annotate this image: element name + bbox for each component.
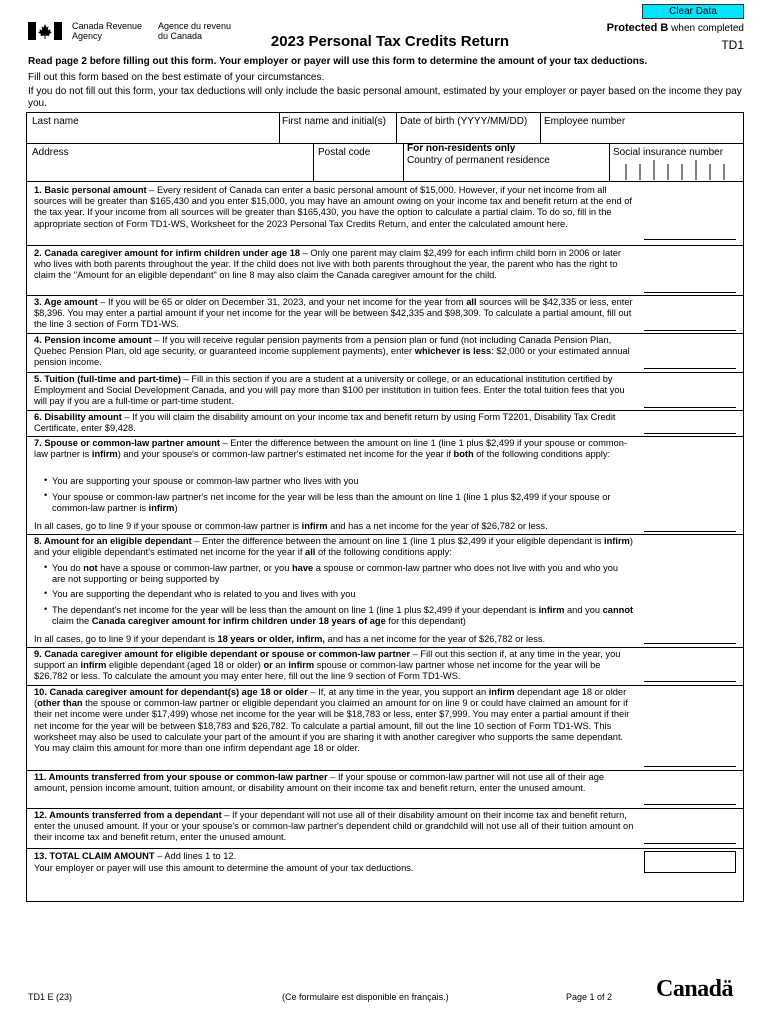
item-5-tuition: 5. Tuition (full-time and part-time) – Fill in this section if you are a student at a university or college, or an educational institution certified by Employment and Social Development Canada, and you will pay more than $100 per institution in tuition fees. Enter the total tuition fees that you will pay if you are a full-time or part-time student. bbox=[34, 374, 625, 407]
date-of-birth-field[interactable]: Date of birth (YYYY/MM/DD) bbox=[400, 116, 528, 127]
intro-line-2: If you do not fill out this form, your tax deductions will only include the basic personal amount, estimated by your employer or payer based on the income they pay you. bbox=[28, 86, 742, 109]
non-residents-heading: For non-residents only bbox=[407, 143, 516, 154]
french-availability-note: (Ce formulaire est disponible en français.) bbox=[282, 992, 449, 1002]
item-7-note: In all cases, go to line 9 if your spouse or common-law partner is infirm and has a net income for the year of $26,782 or less. bbox=[34, 521, 548, 531]
item-6-disability: 6. Disability amount – If you will claim the disability amount on your income tax and benefit return by using Form T2201, Disability Tax Credit Certificate, enter $9,428. bbox=[34, 412, 616, 434]
first-name-field[interactable]: First name and initial(s) bbox=[282, 116, 386, 127]
intro-bold: Read page 2 before filling out this form. Your employer or payer will use this form to determine the amount of your tax deductions. bbox=[28, 56, 648, 67]
item-2-amount-field[interactable] bbox=[644, 292, 736, 293]
item-6-amount-field[interactable] bbox=[644, 433, 736, 434]
bullet: • bbox=[44, 490, 48, 500]
item-7-condition-2: Your spouse or common-law partner's net income for the year will be less than the amount on line 1 (line 1 plus $2,499 if your spouse or common-law partner is infirm) bbox=[52, 492, 611, 514]
item-8-condition-2: You are supporting the dependant who is related to you and lives with you bbox=[52, 589, 356, 599]
total-claim-amount-field[interactable] bbox=[644, 851, 736, 873]
item-8-eligible-dependant: 8. Amount for an eligible dependant – Enter the difference between the amount on line 1 (line 1 plus $2,499 if your eligible dependant is infirm) and your eligible dependant's estimated net income for the year if all of the following conditions apply: bbox=[34, 536, 633, 558]
item-9-amount-field[interactable] bbox=[644, 681, 736, 682]
intro-line-1: Fill out this form based on the best estimate of your circumstances. bbox=[28, 72, 325, 83]
form-code: TD1 E (23) bbox=[28, 992, 73, 1002]
item-11-amount-field[interactable] bbox=[644, 804, 736, 805]
item-7-condition-1: You are supporting your spouse or common-law partner who lives with you bbox=[52, 476, 359, 486]
item-4-pension: 4. Pension income amount – If you will receive regular pension payments from a pension plan or fund (not including Canada Pension Plan, Quebec Pension Plan, old age security, or guaranteed income supplement payments), enter whichever is less: $2,000 or your estimated annual pension income. bbox=[34, 335, 630, 368]
item-10-caregiver-18plus: 10. Canada caregiver amount for dependant(s) age 18 or older – If, at any time in the year, you support an infirm dependant age 18 or older (other than the spouse or common-law partner or eligible dependant you claimed an amount for on line 9 or could have claimed an amount for if their net income were under $17,499) whose net income for the year will be $18,783 or less, enter $7,999. You may enter a partial amount if their net income for the year will be between $18,783 and $26,782. To calculate a partial amount, fill out the line 10 section of Form TD1-WS. This worksheet may also be used to calculate your part of the amount if you are sharing it with another caregiver who supports the same dependant. You may claim this amount for more than one infirm dependant age 18 or older. bbox=[34, 687, 630, 754]
postal-code-field[interactable]: Postal code bbox=[318, 147, 371, 158]
form-title: 2023 Personal Tax Credits Return bbox=[270, 33, 510, 50]
item-4-amount-field[interactable] bbox=[644, 368, 736, 369]
item-8-amount-field[interactable] bbox=[644, 643, 736, 644]
bullet: • bbox=[44, 604, 48, 614]
item-13-total: 13. TOTAL CLAIM AMOUNT – Add lines 1 to 12. bbox=[34, 851, 237, 861]
bullet: • bbox=[44, 562, 48, 572]
bullet: • bbox=[44, 475, 48, 485]
item-8-condition-1: You do not have a spouse or common-law partner, or you have a spouse or common-law partner who does not live with you and who you are not supporting or being supported by bbox=[52, 563, 619, 585]
item-10-amount-field[interactable] bbox=[644, 766, 736, 767]
item-3-amount-field[interactable] bbox=[644, 330, 736, 331]
clear-data-button[interactable]: Clear Data bbox=[642, 4, 744, 19]
bullet: • bbox=[44, 588, 48, 598]
item-5-amount-field[interactable] bbox=[644, 407, 736, 408]
canada-wordmark: Canadä bbox=[656, 976, 734, 1002]
item-7-amount-field[interactable] bbox=[644, 531, 736, 532]
agency-name-fr: Agence du revenu du Canada bbox=[158, 21, 232, 41]
item-8-condition-3: The dependant's net income for the year will be less than the amount on line 1 (line 1 plus $2,499 if your dependant is infirm and you cannot claim the Canada caregiver amount for infirm children under 18 years of age for this dependant) bbox=[52, 605, 634, 627]
sin-digit-ticks bbox=[612, 160, 742, 180]
form-number: TD1 bbox=[721, 38, 744, 52]
page-number: Page 1 of 2 bbox=[566, 992, 613, 1002]
employee-number-field[interactable]: Employee number bbox=[544, 116, 626, 127]
last-name-field[interactable]: Last name bbox=[32, 116, 79, 127]
item-12-amount-field[interactable] bbox=[644, 843, 736, 844]
canada-flag-icon bbox=[28, 22, 62, 40]
item-8-note: In all cases, go to line 9 if your dependant is 18 years or older, infirm, and has a net income for the year of $26,782 or less. bbox=[34, 634, 546, 644]
sin-field[interactable]: Social insurance number bbox=[613, 147, 724, 158]
item-13-note: Your employer or payer will use this amount to determine the amount of your tax deductions. bbox=[34, 863, 414, 873]
item-2-caregiver-children: 2. Canada caregiver amount for infirm children under age 18 – Only one parent may claim $2,499 for each infirm child born in 2006 or later who lives with both parents throughout the year. If the child does not live with both parents throughout the year, the parent who has the right to claim the "Amount for an eligible dependant" on line 8 may also claim the Canada caregiver amount for the child. bbox=[34, 248, 621, 281]
item-1-amount-field[interactable] bbox=[644, 239, 736, 240]
agency-name-en: Canada Revenue Agency bbox=[72, 21, 143, 41]
country-of-residence-field[interactable]: Country of permanent residence bbox=[407, 155, 550, 166]
item-3-age-amount: 3. Age amount – If you will be 65 or older on December 31, 2023, and your net income for the year from all sources will be $42,335 or less, enter $8,396. You may enter a partial amount if your net income for the year will be between $42,335 and $98,309. To calculate a partial amount, fill out the line 3 section of Form TD1-WS. bbox=[34, 297, 633, 330]
protected-b-label: Protected B when completed bbox=[606, 22, 744, 34]
item-11-transfer-spouse: 11. Amounts transferred from your spouse or common-law partner – If your spouse or common-law partner will not use all of their age amount, pension income amount, tuition amount, or disability amount on their income tax and benefit return, enter the unused amount. bbox=[34, 772, 605, 794]
item-9-caregiver-eligible: 9. Canada caregiver amount for eligible dependant or spouse or common-law partner – Fill out this section if, at any time in the year, you support an infirm eligible dependant (aged 18 or older) or an infirm spouse or common-law partner whose net income for the year will be $26,782 or less. To calculate the amount you may enter here, fill out the line 9 section of Form TD1-WS. bbox=[34, 649, 621, 682]
item-12-transfer-dependant: 12. Amounts transferred from a dependant – If your dependant will not use all of their disability amount on their income tax and benefit return, enter the unused amount. If your or your spouse's or common-law partner's dependent child or grandchild will not use all of their tuition amount on their income tax and benefit return, enter the unused amount. bbox=[34, 810, 634, 843]
item-1-basic-personal: 1. Basic personal amount – Every resident of Canada can enter a basic personal amount of $15,000. However, if your net income from all sources will be greater than $165,430 and you enter $15,000, you may have an amount owing on your income tax and benefit return at the end of the tax year. If your income from all sources will be greater than $165,430, you have the option to calculate a partial claim. To do so, fill in the appropriate section of Form TD1-WS, Worksheet for the 2023 Personal Tax Credits Return, and enter the calculated amount here. bbox=[34, 185, 632, 229]
address-field[interactable]: Address bbox=[32, 147, 69, 158]
item-7-spouse: 7. Spouse or common-law partner amount – Enter the difference between the amount on line 1 (line 1 plus $2,499 if your spouse or common-law partner is infirm) and your spouse's or common-law partner's estimated net income for the year if both of the following conditions apply: bbox=[34, 438, 628, 460]
